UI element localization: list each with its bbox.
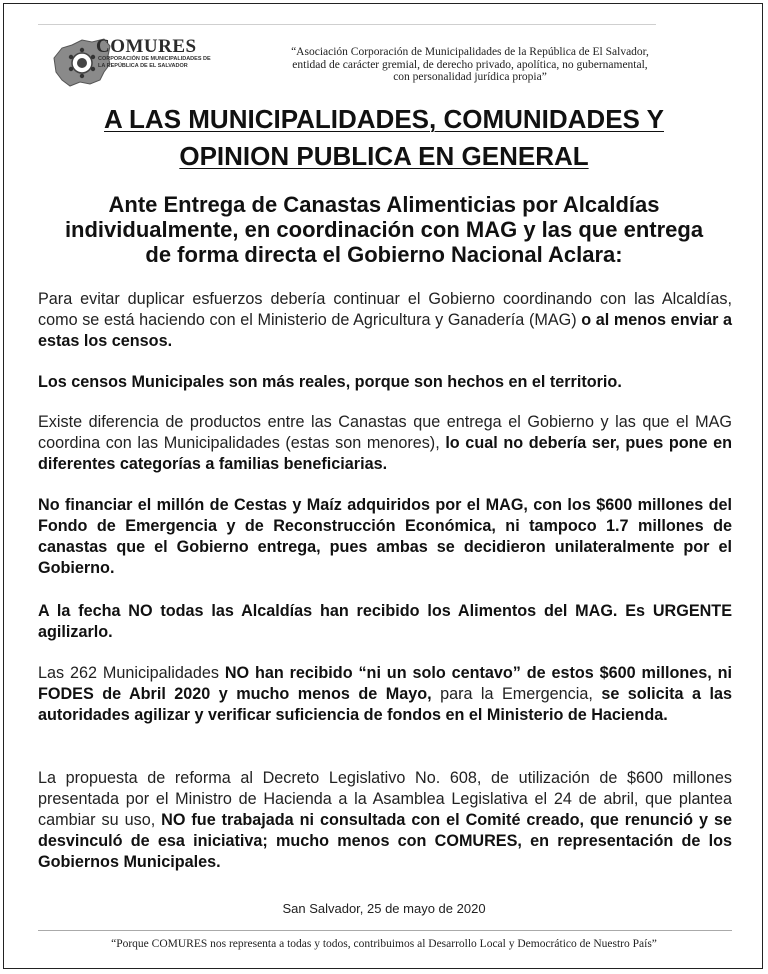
paragraph-emphasis: se solicita a las autoridades agilizar y verificar suficiencia de fondos en el Ministerio de Hacienda. — [38, 685, 732, 724]
logo-wordmark: COMURES — [96, 36, 197, 57]
association-line: entidad de carácter gremial, de derecho privado, apolítica, no gubernamental, — [292, 58, 648, 71]
association-line: con personalidad jurídica propia” — [393, 71, 547, 83]
paragraph-emphasis: NO fue trabajada ni consultada con el Comité creado, que renunció y se desvinculó de esa iniciativa; mucho menos con COMURES, en representación de los Gobiernos Municipales. — [38, 811, 732, 871]
paragraph-urgent — [38, 601, 732, 643]
paragraph-funds — [38, 663, 732, 726]
footer-motto: “Porque COMURES nos representa a todas y todos, contribuimos al Desarrollo Local y Democrático de Nuestro País” — [111, 938, 657, 950]
paragraph-text: Existe diferencia de productos entre las Canastas que entrega el Gobierno y las que el MAG coordina con las Municipalidades (estas son menores), — [38, 413, 732, 452]
paragraph-emphasis: No financiar el millón de Cestas y Maíz adquiridos por el MAG, con los $600 millones del Fondo de Emergencia y de Reconstrucción Económica, ni tampoco 1.7 millones de canastas que el Gobierno entrega, pues ambas se decidieron unilateralmente por el Gobierno. — [38, 496, 732, 577]
paragraph-emphasis: Los censos Municipales son más reales, porque son hechos en el territorio. — [38, 373, 622, 391]
paragraph-text: para la Emergencia, — [431, 685, 602, 703]
heading-line: Ante Entrega de Canastas Alimenticias por Alcaldías — [108, 192, 660, 217]
association-line: “Asociación Corporación de Municipalidades de la República de El Salvador, — [291, 46, 649, 58]
logo-subtitle: CORPORACIÓN DE MUNICIPALIDADES DE LA REPÚBLICA DE EL SALVADOR — [98, 56, 211, 69]
paragraph-text: Para evitar duplicar esfuerzos debería continuar el Gobierno coordinando con las Alcaldías, como se está haciendo con el Ministerio de Agricultura y Ganadería (MAG) — [38, 290, 732, 329]
document-date: San Salvador, 25 de mayo de 2020 — [282, 901, 486, 916]
bottom-divider — [38, 930, 732, 931]
paragraph-text: La propuesta de reforma al Decreto Legislativo No. 608, de utilización de $600 millones presentada por el Ministro de Hacienda a la Asamblea Legislativa el 24 de abril, que plantea cambiar su uso, — [38, 769, 732, 829]
statement-heading — [30, 192, 738, 267]
paragraph-decree — [38, 768, 732, 873]
heading-line: de forma directa el Gobierno Nacional Aclara: — [145, 242, 623, 267]
heading-line: individualmente, en coordinación con MAG y las que entrega — [64, 217, 704, 242]
paragraph-coordination — [38, 289, 732, 352]
paragraph-text: Las 262 Municipalidades — [38, 664, 225, 682]
paragraph-emphasis: A la fecha NO todas las Alcaldías han recibido los Alimentos del MAG. Es URGENTE agilizarlo. — [38, 602, 732, 641]
page-title-line2: OPINION PUBLICA EN GENERAL — [179, 141, 589, 171]
paragraph-emphasis: o al menos enviar a estas los censos. — [38, 311, 733, 350]
letterhead — [52, 36, 712, 92]
paragraph-censos — [38, 372, 732, 393]
association-description — [230, 46, 710, 84]
paragraph-emphasis: lo cual no debería ser, pues pone en diferentes categorías a familias beneficiarias. — [38, 434, 732, 473]
comures-logo — [52, 36, 227, 90]
page-title: A LAS MUNICIPALIDADES, COMUNIDADES Y — [104, 104, 664, 134]
paragraph-financing — [38, 495, 732, 579]
paragraph-product-difference — [38, 412, 732, 475]
top-divider — [38, 24, 656, 25]
paragraph-emphasis: NO han recibido “ni un solo centavo” de estos $600 millones, ni FODES de Abril 2020 y mucho menos de Mayo, — [38, 664, 732, 703]
